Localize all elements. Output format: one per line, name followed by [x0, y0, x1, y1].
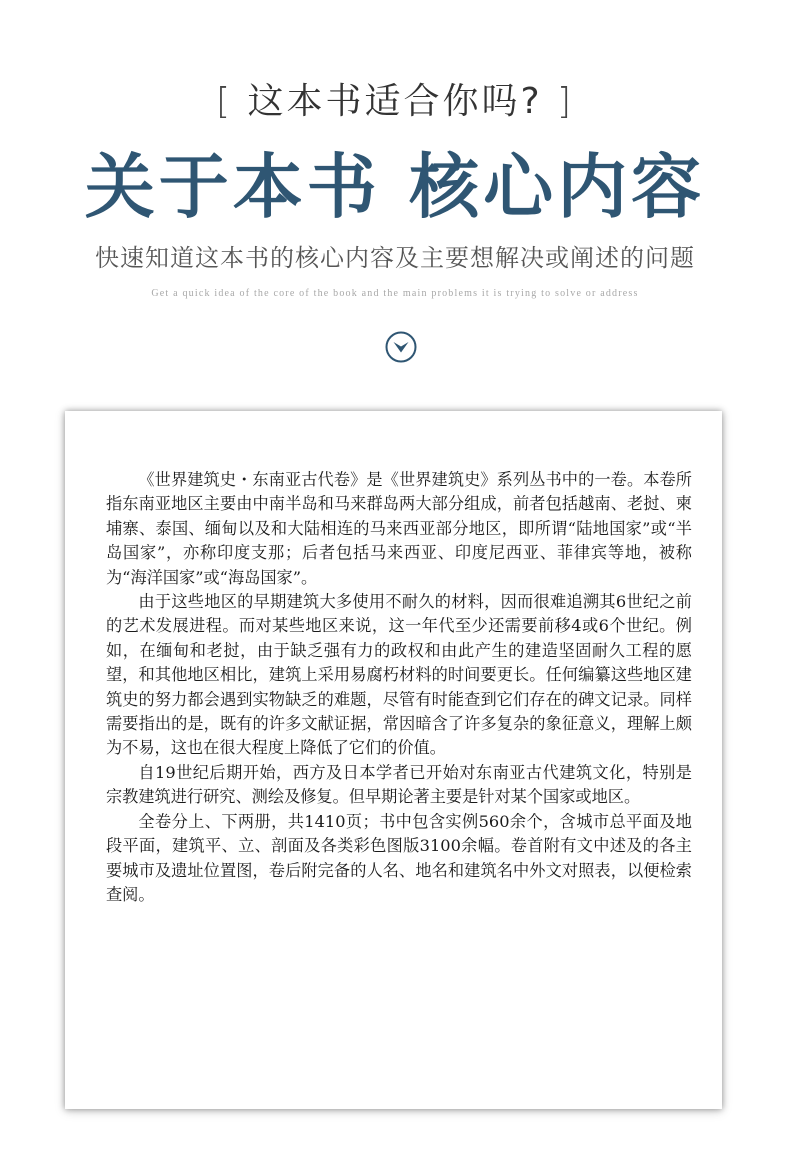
page-subtitle: 快速知道这本书的核心内容及主要想解决或阐述的问题 — [95, 244, 695, 272]
tagline-text: 这本书适合你吗? — [247, 81, 543, 122]
content-card — [65, 411, 722, 1109]
bracket-close: ] — [557, 81, 575, 122]
content-paragraph: 全卷分上、下两册，共1410页；书中包含实例560余个，含城市总平面及地段平面，建筑平、立、剖面及各类彩色图版3100余幅。卷首附有文中述及的各主要城市及遗址位置图，卷后附完备的人名、地名和建筑名中外文对照表，以便检索查阅。 — [106, 811, 692, 904]
page-subtitle-english: Get a quick idea of the core of the book and the main problems it is trying to solve or address — [151, 288, 639, 299]
content-body — [106, 468, 692, 907]
page-title: 关于本书 核心内容 — [84, 145, 706, 228]
bracket-open: [ — [215, 81, 233, 122]
chevron-down-circle-icon — [385, 331, 417, 363]
content-paragraph: 《世界建筑史・东南亚古代卷》是《世界建筑史》系列丛书中的一卷。本卷所指东南亚地区主要由中南半岛和马来群岛两大部分组成，前者包括越南、老挝、柬埔寨、泰国、缅甸以及和大陆相连的马来西亚部分地区，即所谓“陆地国家”或“半岛国家”，亦称印度支那；后者包括马来西亚、印度尼西亚、菲律宾等地，被称为“海洋国家”或“海岛国家”。 — [106, 470, 692, 587]
content-paragraph: 自19世纪后期开始，西方及日本学者已开始对东南亚古代建筑文化，特别是宗教建筑进行研究、测绘及修复。但早期论著主要是针对某个国家或地区。 — [106, 762, 692, 807]
content-paragraph: 由于这些地区的早期建筑大多使用不耐久的材料，因而很难追溯其6世纪之前的艺术发展进程。而对某些地区来说，这一年代至少还需要前移4或6个世纪。例如，在缅甸和老挝，由于缺乏强有力的政权和由此产生的建造坚固耐久工程的愿望，和其他地区相比，建筑上采用易腐朽材料的时间要更长。任何编纂这些地区建筑史的努力都会遇到实物缺乏的难题，尽管有时能查到它们存在的碑文记录。同样需要指出的是，既有的许多文献证据，常因暗含了许多复杂的象征意义，理解上颇为不易，这也在很大程度上降低了它们的价值。 — [106, 592, 692, 758]
header-tagline — [0, 80, 790, 124]
